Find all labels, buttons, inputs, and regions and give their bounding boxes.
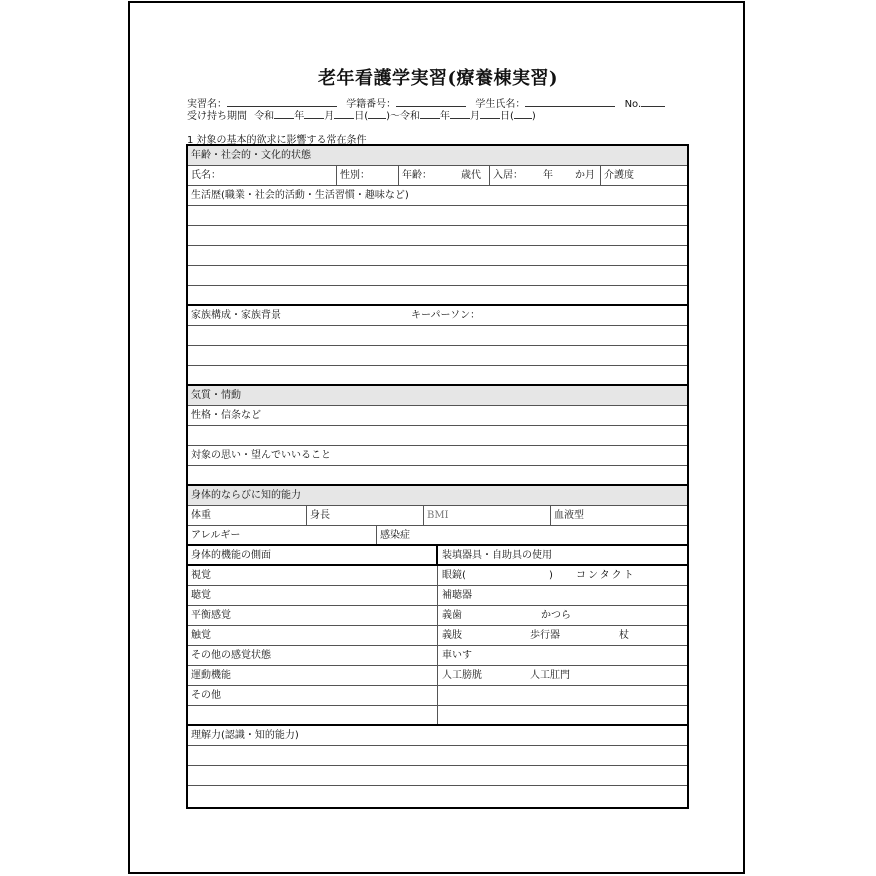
- student-no-field[interactable]: [396, 96, 466, 107]
- no-label: No.: [624, 99, 642, 110]
- student-name-label: 学生氏名：: [475, 99, 526, 110]
- blank-line[interactable]: [188, 706, 687, 726]
- measurements-row: [188, 506, 687, 526]
- paren-open: (: [364, 111, 369, 122]
- thoughts-label: 対象の思い・望んでいいること: [191, 450, 331, 461]
- touch-row: [188, 626, 687, 646]
- thoughts-row: [188, 446, 687, 466]
- height-label: 身長: [310, 510, 330, 521]
- blank-line[interactable]: [188, 366, 687, 386]
- life-history-row: [188, 186, 687, 206]
- section-heading: 年齢・社会的・文化的状態: [191, 150, 311, 161]
- contact-label: コンタクト: [576, 570, 636, 581]
- blank-line[interactable]: [188, 326, 687, 346]
- start-month-field[interactable]: [304, 108, 324, 119]
- section-age-social-cultural: [188, 146, 687, 166]
- comprehension-row: [188, 726, 687, 746]
- tilde: ～: [390, 111, 400, 122]
- age-unit: 歳代: [461, 170, 481, 181]
- day-label-2: 日: [500, 111, 510, 122]
- prosthesis-label: 義肢: [442, 630, 462, 641]
- start-year-field[interactable]: [274, 108, 294, 119]
- header-line-2: [187, 107, 536, 122]
- section-temperament: [188, 386, 687, 406]
- function-header-row: [188, 546, 687, 566]
- bmi-label: BMI: [427, 510, 449, 521]
- practice-name-field[interactable]: [227, 96, 337, 107]
- basic-info-row: [188, 166, 687, 186]
- blank-line[interactable]: [188, 746, 687, 766]
- glasses-paren-close: ): [549, 570, 553, 581]
- sight-row: [188, 566, 687, 586]
- wheelchair-label: 車いす: [442, 650, 472, 661]
- hearing-row: [188, 586, 687, 606]
- month-label-2: 月: [470, 111, 480, 122]
- personality-row: [188, 406, 687, 426]
- other-senses-row: [188, 646, 687, 666]
- start-day-field[interactable]: [334, 108, 354, 119]
- life-history-label: 生活歴(職業・社会的活動・生活習慣・趣味など): [191, 190, 409, 201]
- infection-label: 感染症: [380, 530, 410, 541]
- day-label: 日: [354, 111, 365, 122]
- year-label: 年: [294, 111, 305, 122]
- allergy-row: [188, 526, 687, 546]
- blood-type-label: 血液型: [554, 510, 584, 521]
- blank-line[interactable]: [188, 766, 687, 786]
- no-field[interactable]: [641, 96, 665, 107]
- touch-label: 触覚: [191, 630, 211, 641]
- balance-row: [188, 606, 687, 626]
- glasses-label: 眼鏡(: [442, 570, 466, 581]
- period-label: 受け持ち期間: [187, 111, 247, 122]
- student-name-field[interactable]: [525, 96, 615, 107]
- paren-close: ): [386, 111, 390, 122]
- sex-label: 性別：: [340, 170, 370, 181]
- year-label-2: 年: [440, 111, 450, 122]
- age-label: 年齢：: [402, 170, 432, 181]
- section-physical-intellectual: [188, 486, 687, 506]
- blank-line[interactable]: [188, 346, 687, 366]
- admission-year: 年: [543, 170, 553, 181]
- hearing-aid-label: 補聴器: [442, 590, 472, 601]
- physical-function-label: 身体的機能の側面: [191, 550, 271, 561]
- allergy-label: アレルギー: [191, 530, 241, 541]
- paren-open-2: (: [510, 111, 514, 122]
- wig-label: かつら: [541, 610, 571, 621]
- page-title: 老年看護学実習(療養棟実習): [317, 68, 559, 89]
- start-weekday-field[interactable]: [368, 108, 386, 119]
- section-1-title: 1 対象の基本的欲求に影響する常在条件: [187, 135, 367, 146]
- blank-line[interactable]: [188, 426, 687, 446]
- key-person-label: キーパーソン：: [411, 310, 481, 321]
- family-label: 家族構成・家族背景: [191, 310, 281, 321]
- end-month-field[interactable]: [450, 108, 470, 119]
- section-heading: 身体的ならびに知的能力: [191, 490, 301, 501]
- end-year-field[interactable]: [420, 108, 440, 119]
- blank-line[interactable]: [188, 286, 687, 306]
- denture-label: 義歯: [442, 610, 462, 621]
- blank-line[interactable]: [188, 246, 687, 266]
- end-weekday-field[interactable]: [514, 108, 532, 119]
- assessment-form: [186, 144, 689, 809]
- hearing-label: 聴覚: [191, 590, 211, 601]
- motor-label: 運動機能: [191, 670, 231, 681]
- blank-line[interactable]: [188, 466, 687, 486]
- era-label-2: 令和: [400, 111, 420, 122]
- section-heading: 気質・情動: [191, 390, 241, 401]
- admission-months: か月: [575, 170, 595, 181]
- other-senses-label: その他の感覚状態: [191, 650, 271, 661]
- motor-row: [188, 666, 687, 686]
- family-row: [188, 306, 687, 326]
- weight-label: 体重: [191, 510, 211, 521]
- personality-label: 性格・信条など: [191, 410, 261, 421]
- comprehension-label: 理解力(認識・知的能力): [191, 730, 299, 741]
- blank-line[interactable]: [188, 206, 687, 226]
- month-label: 月: [324, 111, 335, 122]
- paren-close-2: ): [531, 111, 536, 122]
- sight-label: 視覚: [191, 570, 211, 581]
- blank-line[interactable]: [188, 266, 687, 286]
- blank-line[interactable]: [188, 786, 687, 806]
- artificial-bladder-label: 人工膀胱: [442, 670, 482, 681]
- end-day-field[interactable]: [480, 108, 500, 119]
- walker-label: 歩行器: [530, 630, 560, 641]
- era-label: 令和: [254, 111, 275, 122]
- other-row: [188, 686, 687, 706]
- name-label: 氏名：: [191, 170, 221, 181]
- other-label: その他: [191, 690, 221, 701]
- devices-label: 装填器具・自助具の使用: [442, 550, 552, 561]
- care-level-label: 介護度: [604, 170, 634, 181]
- admission-label: 入居：: [493, 170, 523, 181]
- artificial-anus-label: 人工肛門: [530, 670, 570, 681]
- blank-line[interactable]: [188, 226, 687, 246]
- cane-label: 杖: [619, 630, 629, 641]
- balance-label: 平衡感覚: [191, 610, 231, 621]
- practice-name-label: 実習名：: [187, 99, 227, 110]
- student-no-label: 学籍番号：: [346, 99, 397, 110]
